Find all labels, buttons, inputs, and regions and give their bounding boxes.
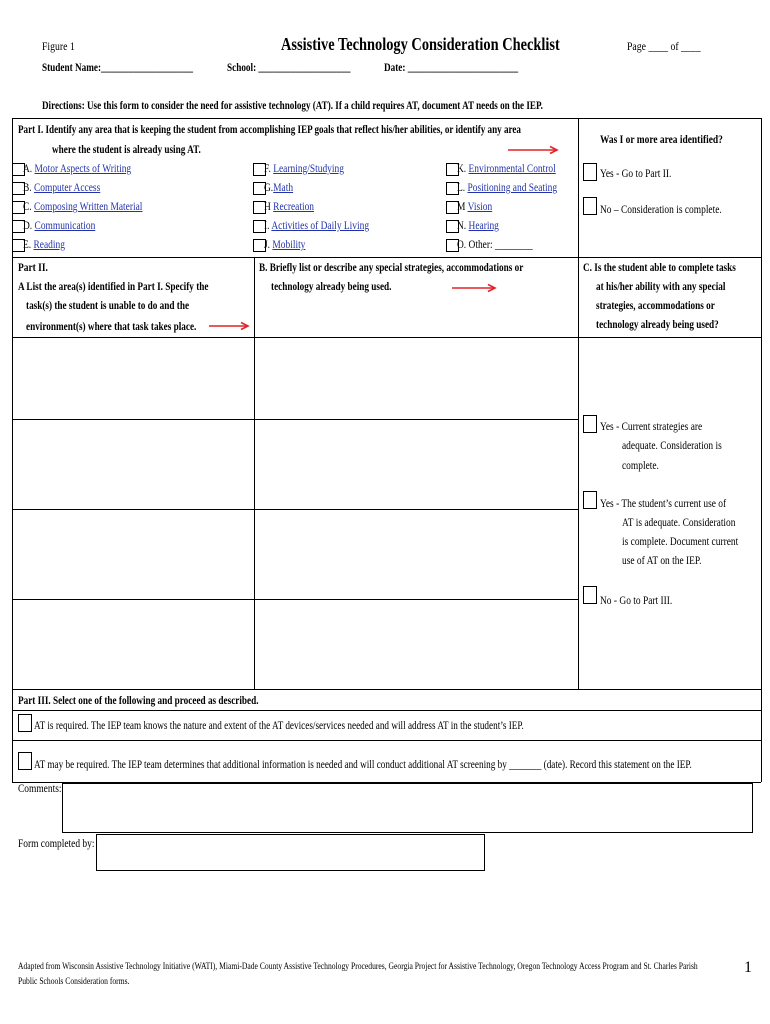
part1-question: Was I or more area identified?: [600, 134, 723, 146]
part2-no-checkbox[interactable]: [583, 586, 597, 604]
student-name-field[interactable]: Student Name:____________________: [42, 62, 194, 74]
part2-heading: Part II.: [18, 262, 48, 274]
directions-text: Directions: Use this form to consider the need for assistive technology (AT). If a child requires AT, document AT needs on the IEP.: [42, 100, 543, 112]
arrow-right-icon: [508, 145, 560, 155]
arrow-right-icon: [209, 321, 251, 331]
part2-a-response-4[interactable]: [13, 600, 253, 688]
part1-no-checkbox[interactable]: [583, 197, 597, 215]
part2-b-response-4[interactable]: [255, 600, 577, 688]
completed-by-field[interactable]: [96, 834, 485, 871]
page-number: 1: [744, 959, 752, 976]
area-e-item: E. Reading: [23, 239, 65, 251]
part2-no-option: No - Go to Part III.: [600, 595, 673, 607]
part3-at-required-option: AT is required. The IEP team knows the nature and extent of the AT devices/services needed and will address AT in the student’s IEP.: [34, 720, 524, 732]
area-h-item: H Recreation: [264, 201, 315, 213]
comments-field[interactable]: [62, 783, 753, 833]
part2-a-response-1[interactable]: [13, 338, 253, 418]
part2-a-response-3[interactable]: [13, 510, 253, 598]
part2-b-text-2: technology already being used.: [271, 281, 392, 293]
part2-yes-at-option-4: use of AT on the IEP.: [622, 555, 702, 567]
area-a-item: A. Motor Aspects of Writing: [23, 163, 132, 175]
area-f-item: F. Learning/Studying: [264, 163, 344, 175]
part1-instructions: Part I. Identify any area that is keeping the student from accomplishing IEP goals that reflect his/her abilities, or identify any area: [18, 124, 521, 136]
part2-a-text-2: task(s) the student is unable to do and the: [26, 300, 190, 312]
part2-b-response-2[interactable]: [255, 420, 577, 508]
part1-instructions-cont: where the student is already using AT.: [52, 144, 201, 156]
footer-credits: Adapted from Wisconsin Assistive Technology Initiative (WATI), Miami-Dade County Assistive Technology Procedures, Georgia Project for Assistive Technology, Oregon Technology Access Program and St. Charles Parish: [18, 962, 698, 972]
completed-by-label: Form completed by:: [18, 838, 95, 850]
part2-a-text-3: environment(s) where that task takes place.: [26, 321, 197, 333]
part2-b-response-1[interactable]: [255, 338, 577, 418]
school-field[interactable]: School: ____________________: [227, 62, 351, 74]
page-of-field[interactable]: Page ____ of ____: [627, 41, 701, 53]
area-g-item: G.Math: [264, 182, 294, 194]
part1-yes-option: Yes - Go to Part II.: [600, 168, 672, 180]
area-n-item: N. Hearing: [457, 220, 499, 232]
figure-label: Figure 1: [42, 41, 75, 53]
part2-yes-at-checkbox[interactable]: [583, 491, 597, 509]
footer-credits-2: Public Schools Consideration forms.: [18, 977, 130, 987]
part2-yes-strategies-option: Yes - Current strategies are: [600, 421, 703, 433]
part2-yes-at-option: Yes - The student’s current use of: [600, 498, 727, 510]
area-c-item: C. Composing Written Material: [23, 201, 143, 213]
arrow-right-icon: [452, 283, 498, 293]
part1-no-option: No – Consideration is complete.: [600, 204, 722, 216]
comments-label: Comments:: [18, 783, 62, 795]
area-b-item: B. Computer Access: [23, 182, 101, 194]
part2-b-response-3[interactable]: [255, 510, 577, 598]
form-title: Assistive Technology Consideration Checklist: [281, 34, 560, 54]
area-d-item: D. Communication: [23, 220, 96, 232]
part2-a-response-2[interactable]: [13, 420, 253, 508]
area-o-item: O. Other: ________: [457, 239, 533, 251]
part3-at-may-be-required-checkbox[interactable]: [18, 752, 32, 770]
area-k-item: K. Environmental Control: [457, 163, 556, 175]
part2-yes-at-option-3: is complete. Document current: [622, 536, 739, 548]
area-l-item: L. Positioning and Seating: [457, 182, 558, 194]
part2-c-text-3: strategies, accommodations or: [596, 300, 715, 312]
part2-yes-strategies-option-2: adequate. Consideration is: [622, 440, 722, 452]
part2-b-text: B. Briefly list or describe any special strategies, accommodations or: [259, 262, 524, 274]
part2-c-text: C. Is the student able to complete tasks: [583, 262, 736, 274]
part2-yes-strategies-option-3: complete.: [622, 460, 659, 472]
area-m-item: M Vision: [457, 201, 493, 213]
area-i-item: I. Activities of Daily Living: [264, 220, 370, 232]
part3-heading: Part III. Select one of the following and proceed as described.: [18, 695, 259, 707]
part3-at-required-checkbox[interactable]: [18, 714, 32, 732]
part2-yes-at-option-2: AT is adequate. Consideration: [622, 517, 736, 529]
date-field[interactable]: Date: ________________________: [384, 62, 519, 74]
part2-yes-strategies-checkbox[interactable]: [583, 415, 597, 433]
part2-a-text: A List the area(s) identified in Part I. Specify the: [18, 281, 209, 293]
part2-c-text-2: at his/her ability with any special: [596, 281, 726, 293]
area-j-item: J. Mobility: [264, 239, 306, 251]
part1-yes-checkbox[interactable]: [583, 163, 597, 181]
part3-at-may-be-required-option: AT may be required. The IEP team determines that additional information is needed and will conduct additional AT screening by _______ (date). Record this statement on the IEP.: [34, 759, 692, 771]
part2-c-text-4: technology already being used?: [596, 319, 719, 331]
